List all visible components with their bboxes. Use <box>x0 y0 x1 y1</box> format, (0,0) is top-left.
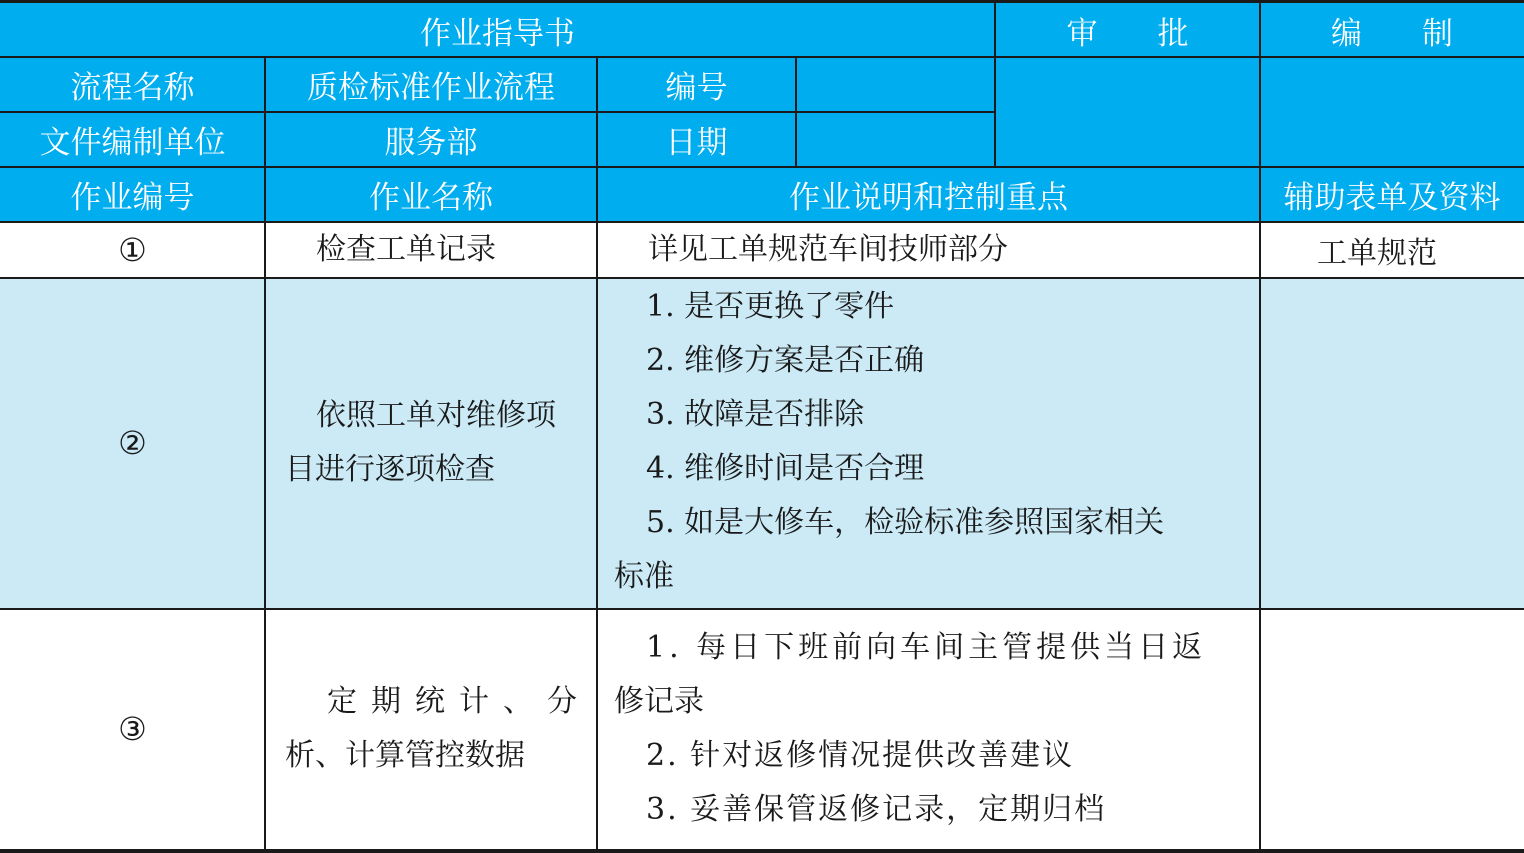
grid-line <box>0 56 1524 58</box>
unit-label: 文件编制单位 <box>0 112 265 167</box>
row-1-forms: 工单规范 <box>1317 235 1437 271</box>
grid-line <box>795 57 797 167</box>
row-3-desc-line-1: 1. 每日下班前向车间主管提供当日返 <box>646 630 1207 665</box>
row-3-desc-line-4: 3. 妥善保管返修记录，定期归档 <box>646 792 1107 827</box>
row-2-name-line-2: 目进行逐项检查 <box>285 452 495 487</box>
grid-line <box>596 57 598 849</box>
grid-line <box>0 277 1524 279</box>
grid-line <box>994 3 996 167</box>
approve-header: 审批 <box>995 3 1260 57</box>
date-label: 日期 <box>597 112 796 167</box>
row-2-desc-line-5: 5. 如是大修车，检验标准参照国家相关 <box>646 505 1165 540</box>
table-title: 作业指导书 <box>0 3 995 57</box>
grid-line <box>1259 3 1261 849</box>
compile-header: 编制 <box>1260 3 1524 57</box>
row-2-desc-line-2: 2. 维修方案是否正确 <box>646 343 925 378</box>
row-2-desc-line-4: 4. 维修时间是否合理 <box>646 451 925 486</box>
row-2-desc-line-6: 标准 <box>614 559 674 594</box>
column-header-op-forms: 辅助表单及资料 <box>1260 167 1524 222</box>
unit-value: 服务部 <box>265 112 597 167</box>
row-3-desc-line-2: 修记录 <box>614 684 704 719</box>
grid-line <box>0 608 1524 610</box>
row-2-desc-line-3: 3. 故障是否排除 <box>646 397 865 432</box>
top-rule <box>0 0 1524 3</box>
compile-cell <box>1260 57 1524 167</box>
date-value <box>796 112 995 167</box>
row-2-name-line-1: 依照工单对维修项 <box>316 398 556 433</box>
row-1-desc: 详见工单规范车间技师部分 <box>648 232 1008 267</box>
column-header-op-desc: 作业说明和控制重点 <box>597 167 1260 222</box>
row-1-name: 检查工单记录 <box>316 232 496 267</box>
grid-line <box>264 57 266 849</box>
process-name-value: 质检标准作业流程 <box>265 57 597 112</box>
row-3-number: ③ <box>118 710 147 748</box>
column-header-op-no: 作业编号 <box>0 167 265 222</box>
grid-line <box>0 166 1524 168</box>
row-3-name-line-1: 定期统计、分 <box>327 684 591 719</box>
process-name-label: 流程名称 <box>0 57 265 112</box>
grid-line <box>0 221 1524 223</box>
row-2-desc-line-1: 1. 是否更换了零件 <box>646 289 895 324</box>
number-label: 编号 <box>597 57 796 112</box>
approve-cell <box>995 57 1260 167</box>
row-1-number: ① <box>118 230 147 269</box>
column-header-op-name: 作业名称 <box>265 167 597 222</box>
row-3-desc-line-3: 2. 针对返修情况提供改善建议 <box>646 738 1075 773</box>
row-3-name-line-2: 析、计算管控数据 <box>285 738 525 773</box>
bottom-rule <box>0 849 1524 853</box>
row-2-number: ② <box>118 424 147 462</box>
grid-line <box>0 111 995 113</box>
number-value <box>796 57 995 112</box>
